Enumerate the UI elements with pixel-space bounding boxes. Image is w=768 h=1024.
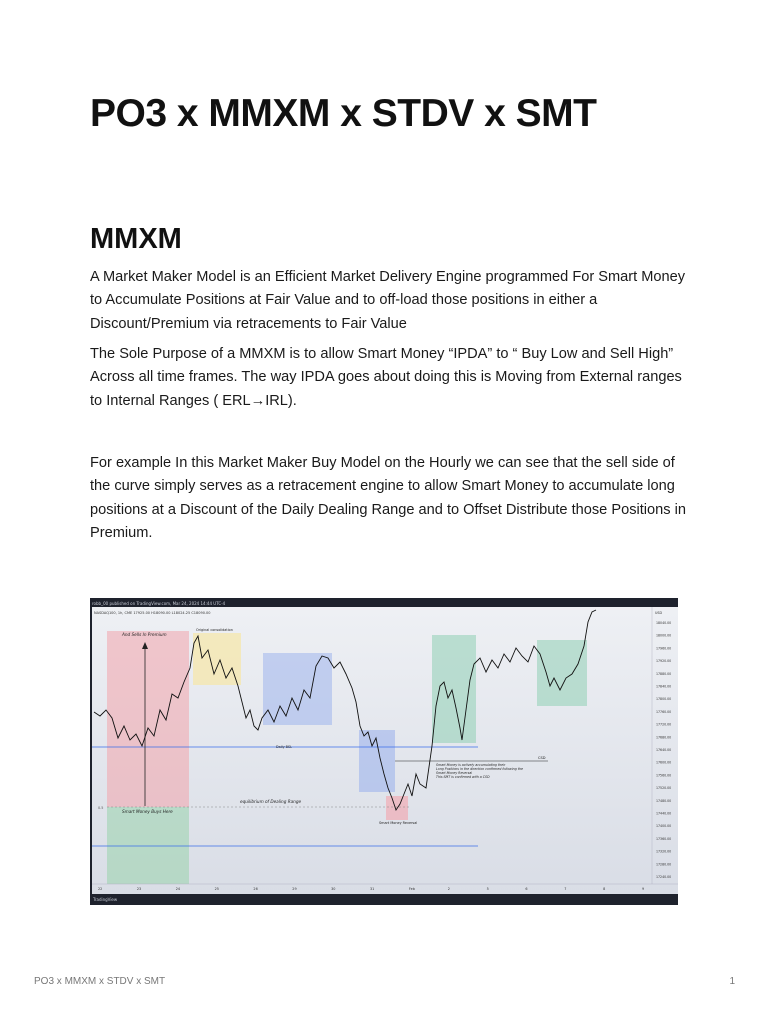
- y-tick-label: 17400.00: [656, 824, 672, 829]
- label-original-consolidation: Original consolidation: [196, 628, 233, 632]
- chart-footer-bar: [90, 894, 678, 905]
- x-tick-label: 9: [642, 887, 645, 891]
- x-tick-label: 2: [447, 887, 450, 891]
- paragraph-mmxm-purpose: The Sole Purpose of a MMXM is to allow Smart Money “IPDA” to “ Buy Low and Sell High” Across all time frames. The way IPDA goes about doing this is Moving from External ranges to Internal Ranges ( ERL→IRL).: [90, 346, 682, 409]
- y-tick-label: 17560.00: [656, 773, 672, 778]
- x-tick-label: 31: [370, 887, 375, 891]
- paragraph-buy-model-example: For example In this Market Maker Buy Model on the Hourly we can see that the sell side of the curve simply serves as a retracement engine to allow Smart Money to accumulate long positions at a Discount of the Daily Dealing Range and to Offset Distribute those Positions in Premium.: [90, 455, 686, 541]
- x-tick-label: 22: [98, 887, 103, 891]
- tradingview-chart-image: [90, 598, 678, 905]
- label-smt-note-4: This SMT is confirmed with a CSD: [436, 775, 490, 779]
- y-tick-label: 17280.00: [656, 862, 672, 867]
- y-tick-label: 17520.00: [656, 786, 672, 791]
- teal-zone-box-1: [432, 635, 476, 743]
- chart-header-text: robb_00 published on TradingView.com, Mar 24, 2024 14:44 UTC-4: [92, 601, 226, 606]
- x-tick-label: 23: [136, 887, 142, 891]
- y-tick-label: 17680.00: [656, 735, 672, 740]
- x-tick-label: 30: [331, 887, 336, 891]
- label-eq-tag: 0.5: [98, 806, 104, 810]
- x-tick-label: 5: [486, 887, 489, 891]
- y-tick-label: 17720.00: [656, 722, 672, 727]
- y-tick-label: 17640.00: [656, 748, 672, 752]
- y-axis-unit: USD: [655, 611, 663, 615]
- x-tick-label: 6: [525, 887, 528, 891]
- y-tick-label: 17600.00: [656, 760, 672, 765]
- x-tick-label: 29: [292, 887, 297, 891]
- y-tick-label: 17440.00: [656, 811, 672, 816]
- tradingview-brand: TradingView: [93, 897, 118, 902]
- y-tick-label: 17240.00: [656, 875, 672, 879]
- y-tick-label: 17840.00: [656, 684, 672, 689]
- chart-symbol-text: NASDAQ100, 1h, CME 17925.00 H18090.00 L18024.25 C18090.00: [94, 611, 211, 615]
- label-equilibrium: equilibrium of Dealing Range: [240, 799, 302, 804]
- original-consolidation-box: [193, 633, 241, 685]
- y-tick-label: 18000.00: [656, 633, 672, 638]
- premium-zone-box: [107, 631, 189, 807]
- footer-page-number: 1: [729, 976, 735, 987]
- x-tick-label: 26: [253, 887, 258, 891]
- chart-svg: [90, 598, 678, 905]
- y-tick-label: 17480.00: [656, 798, 672, 803]
- x-tick-label: 24: [175, 887, 181, 891]
- y-axis-ticks: [656, 621, 671, 879]
- y-tick-label: 17880.00: [656, 671, 672, 676]
- discount-zone-box: [107, 807, 189, 884]
- label-smt-note-3: Smart Money Reversal: [436, 771, 473, 775]
- x-tick-label: 8: [603, 887, 606, 891]
- label-smt-note-1: Smart Money is actively accumulating their: [436, 763, 506, 767]
- y-tick-label: 17360.00: [656, 836, 672, 841]
- blue-zone-box-1: [263, 653, 332, 725]
- label-sells-premium: And Sells In Premium: [122, 632, 167, 637]
- section-heading: MMXM: [90, 223, 182, 255]
- y-tick-label: 17800.00: [656, 697, 672, 702]
- footer-doc-title: PO3 x MMXM x STDV x SMT: [34, 976, 166, 987]
- x-tick-label: 7: [564, 887, 567, 891]
- blue-zone-box-2: [359, 730, 395, 792]
- y-tick-label: 17320.00: [656, 849, 672, 854]
- label-smt-note-2: Long Positions in the direction confirmed following the: [436, 767, 523, 771]
- label-smart-money-reversal: Smart Money Reversal: [379, 821, 418, 825]
- label-daily-bsl: Daily BSL: [276, 745, 292, 749]
- label-csd: CSD: [538, 756, 546, 760]
- x-tick-label: Feb: [408, 887, 415, 891]
- document-title: PO3 x MMXM x STDV x SMT: [90, 92, 597, 135]
- label-smart-money-buys: Smart Money Buys Here: [122, 809, 173, 814]
- y-tick-label: 18040.00: [656, 621, 672, 625]
- x-tick-label: 25: [214, 887, 219, 891]
- teal-zone-box-2: [537, 640, 587, 706]
- y-tick-label: 17960.00: [656, 646, 672, 651]
- y-tick-label: 17760.00: [656, 709, 672, 714]
- y-tick-label: 17920.00: [656, 659, 672, 664]
- paragraph-mmxm-definition: A Market Maker Model is an Efficient Market Delivery Engine programmed For Smart Money to Accumulate Positions at Fair Value and to off-load those positions in either a Discount/Premium via retracements to Fair Value: [90, 269, 686, 332]
